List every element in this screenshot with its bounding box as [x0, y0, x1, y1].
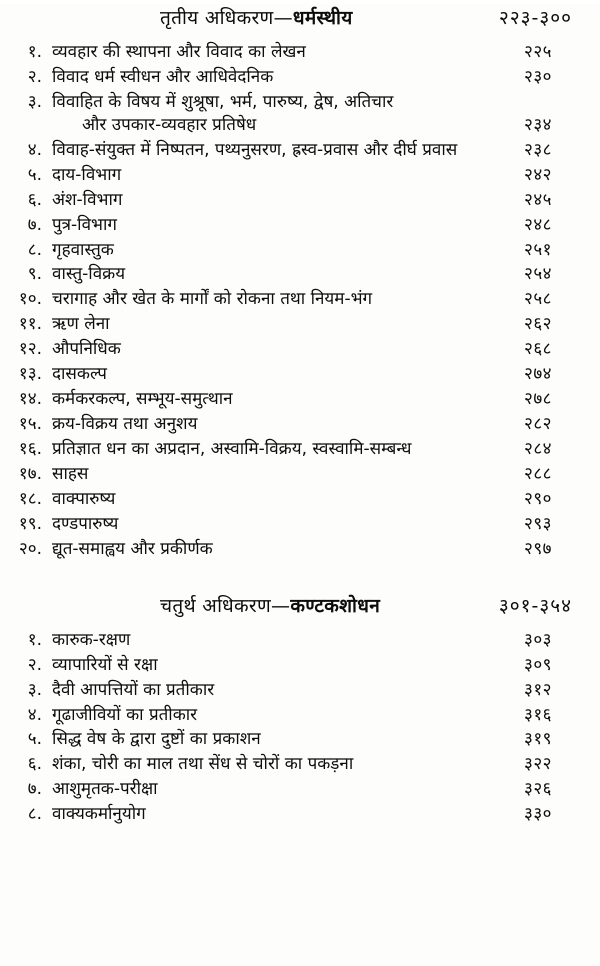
toc-entry-title: [52, 513, 524, 536]
toc-entry[interactable]: [0, 337, 600, 362]
toc-entry[interactable]: [0, 238, 600, 263]
toc-entry-page-number: २५१: [524, 239, 553, 260]
toc-entry-page-number: ३०३: [524, 629, 553, 650]
toc-entry-number: २०.: [18, 538, 42, 559]
toc-entry-number: ३.: [27, 91, 42, 112]
toc-entry-number: ११.: [18, 314, 42, 335]
toc-entry-page-number: २२५: [524, 42, 553, 62]
toc-entry-title: [52, 753, 524, 776]
toc-entry-title-line1: विवाह-संयुक्त में निष्पतन, पथ्यनुसरण, ह्रस्व-प्रवास और दीर्घ प्रवास: [52, 139, 458, 160]
toc-entry-number: ५.: [27, 729, 42, 750]
toc-entry-title-line1: दण्डपारुष्य: [52, 513, 119, 534]
toc-entry-number: ४.: [27, 704, 42, 725]
toc-entry-page-number: ३२२: [524, 754, 553, 775]
toc-entry[interactable]: [0, 188, 600, 213]
toc-entry-number: ५.: [27, 164, 42, 185]
toc-entry-title-line1: चरागाह और खेत के मार्गों को रोकना तथा नियम-भंग: [52, 289, 373, 310]
toc-entry-title-line1: दासकल्प: [52, 364, 107, 385]
toc-entry-page-number: २८२: [524, 414, 553, 435]
toc-entry-title: [52, 413, 524, 436]
toc-entry-title: [52, 41, 524, 64]
toc-entry-title: [52, 239, 524, 262]
toc-entry[interactable]: [0, 90, 600, 138]
toc-entry[interactable]: [0, 262, 600, 287]
toc-entry-title: [52, 438, 524, 461]
toc-entry-title-line1: गृहवास्तुक: [52, 239, 114, 260]
section-heading-2-left: चतुर्थ अधिकरण—: [160, 594, 291, 617]
toc-entry-number: ८.: [27, 239, 42, 260]
toc-entry[interactable]: [0, 163, 600, 188]
section-2-entries: [0, 628, 600, 828]
section-1-entries: [0, 40, 600, 562]
toc-entry-title-line1: पुत्र-विभाग: [52, 214, 117, 235]
toc-entry-number: १२.: [18, 339, 42, 360]
toc-entry[interactable]: [0, 437, 600, 462]
toc-entry-title-line1: शंका, चोरी का माल तथा सेंध से चोरों का पकड़ना: [52, 754, 354, 775]
toc-entry-page-number: २५८: [524, 289, 553, 310]
toc-entry[interactable]: [0, 387, 600, 412]
toc-entry-title-line1: व्यवहार की स्थापना और विवाद का लेखन: [52, 42, 306, 62]
toc-entry-page-number: २५४: [524, 264, 553, 285]
toc-entry-title-line1: वाक्पारुष्य: [52, 488, 116, 509]
toc-entry[interactable]: [0, 65, 600, 90]
toc-entry-number: ९.: [27, 264, 42, 285]
toc-entry-page-number: २७४: [524, 364, 553, 385]
toc-entry-number: १८.: [18, 488, 42, 509]
toc-entry-title-line1: वास्तु-विक्रय: [52, 264, 126, 285]
toc-entry-title: [52, 66, 524, 89]
toc-entry[interactable]: [0, 287, 600, 312]
toc-entry-title: [52, 728, 524, 751]
toc-entry[interactable]: [0, 312, 600, 337]
section-heading-1-left: तृतीय अधिकरण—: [160, 7, 293, 29]
toc-entry-title-line1: औपनिधिक: [52, 339, 121, 360]
toc-entry-title: [52, 538, 524, 561]
toc-entry-page-number: २३८: [524, 139, 553, 160]
toc-entry-title: [52, 778, 524, 801]
toc-entry-title-line1: दाय-विभाग: [52, 164, 122, 185]
toc-entry-page-number: २४५: [524, 189, 553, 210]
toc-entry-title-line1: विवाद धर्म स्वीधन और आधिवेदनिक: [52, 66, 274, 87]
toc-entry[interactable]: [0, 362, 600, 387]
toc-entry-page-number: ३१९: [524, 729, 553, 750]
toc-entry[interactable]: [0, 412, 600, 437]
toc-entry-page-number: २८८: [524, 463, 553, 484]
toc-entry-page-number: २४८: [524, 214, 553, 235]
toc-entry-page-number: ३०९: [524, 654, 553, 675]
toc-entry-number: ७.: [27, 214, 42, 235]
toc-entry-number: १७.: [18, 463, 42, 484]
toc-entry-number: १३.: [18, 364, 42, 385]
toc-entry[interactable]: [0, 138, 600, 163]
toc-entry-page-number: २६२: [524, 314, 553, 335]
toc-entry-number: २.: [27, 66, 42, 87]
toc-entry-page-number: २९०: [524, 488, 553, 509]
toc-entry-number: ६.: [27, 754, 42, 775]
toc-entry-title-line1: वाक्यकर्मानुयोग: [52, 804, 146, 825]
toc-entry[interactable]: [0, 802, 600, 827]
toc-entry-title: [52, 679, 524, 702]
toc-entry-title: [52, 463, 524, 486]
toc-entry-title: [52, 488, 524, 511]
toc-entry-title: [52, 288, 524, 311]
toc-entry[interactable]: [0, 213, 600, 238]
toc-entry-page-number: २३०: [524, 66, 553, 87]
toc-entry-title: [52, 629, 524, 652]
section-heading-1-title: धर्मस्थीय: [292, 7, 353, 29]
section-heading-2-pages: ३०१-३५४: [498, 594, 572, 617]
toc-entry[interactable]: [0, 777, 600, 802]
toc-entry-page-number: २९७: [524, 538, 553, 559]
toc-entry-title: [52, 189, 524, 212]
toc-entry-title-line1: गूढाजीवियों का प्रतीकार: [52, 704, 198, 725]
toc-entry-number: १५.: [18, 414, 42, 435]
toc-entry-number: १४.: [18, 389, 42, 410]
toc-entry-title: [52, 214, 524, 237]
toc-entry-number: १९.: [18, 513, 42, 534]
toc-entry[interactable]: [0, 653, 600, 678]
toc-entry-title: [52, 654, 524, 677]
toc-entry-title-line1: क्रय-विक्रय तथा अनुशय: [52, 414, 198, 435]
toc-entry-number: ७.: [27, 779, 42, 800]
toc-entry-title-line1: आशुमृतक-परीक्षा: [52, 779, 158, 800]
contents-page: [0, 4, 600, 966]
toc-entry-title: [52, 263, 524, 286]
toc-entry-page-number: २४२: [524, 164, 553, 185]
section-heading-1-pages: २२३-३००: [498, 7, 572, 29]
toc-entry-title-line1: कारुक-रक्षण: [52, 629, 131, 650]
toc-entry-title-line1: प्रतिज्ञात धन का अप्रदान, अस्वामि-विक्रय, स्वस्वामि-सम्बन्ध: [52, 439, 412, 459]
toc-entry[interactable]: [0, 628, 600, 653]
toc-entry[interactable]: [0, 752, 600, 777]
toc-entry[interactable]: [0, 537, 600, 562]
toc-entry-title: [52, 164, 524, 187]
toc-entry-title: [52, 91, 524, 137]
toc-entry-title: [52, 139, 524, 162]
toc-entry-title-line1: अंश-विभाग: [52, 189, 123, 210]
toc-entry-page-number: २८४: [524, 439, 553, 459]
toc-entry-title-line1: सिद्ध वेष के द्वारा दुष्टों का प्रकाशन: [52, 729, 261, 750]
toc-entry-title: [52, 803, 524, 826]
section-heading-2-title: कण्टकशोधन: [290, 594, 381, 617]
toc-entry-page-number: ३२६: [524, 779, 553, 800]
toc-entry-title: [52, 704, 524, 727]
toc-entry-number: १६.: [18, 439, 42, 459]
toc-entry-page-number: २३४: [524, 114, 553, 135]
toc-entry-title-line1: व्यापारियों से रक्षा: [52, 654, 158, 675]
toc-entry-number: १.: [27, 42, 42, 62]
section-heading-2: [0, 592, 600, 618]
toc-entry-number: ६.: [27, 189, 42, 210]
toc-entry-page-number: ३१६: [524, 704, 553, 725]
toc-entry-title-line2: और उपकार-व्यवहार प्रतिषेध: [82, 114, 257, 135]
toc-entry[interactable]: [0, 703, 600, 728]
toc-entry-title: [52, 313, 524, 336]
toc-entry-number: ३.: [27, 679, 42, 700]
toc-entry-title: [52, 388, 524, 411]
toc-entry-page-number: २६८: [524, 339, 553, 360]
toc-entry[interactable]: [0, 727, 600, 752]
toc-entry[interactable]: [0, 462, 600, 487]
toc-entry-page-number: २९३: [524, 513, 553, 534]
toc-entry[interactable]: [0, 678, 600, 703]
toc-entry-title: [52, 363, 524, 386]
toc-entry-page-number: ३३०: [524, 804, 553, 825]
toc-entry-title-line1: कर्मकरकल्प, सम्भूय-समुत्थान: [52, 389, 233, 410]
toc-entry-number: १०.: [18, 289, 42, 310]
toc-entry-title-line1: विवाहित के विषय में शुश्रूषा, भर्म, पारुष्य, द्वेष, अतिचार: [52, 91, 394, 112]
section-heading-1: [0, 4, 600, 30]
toc-entry-title-line1: द्यूत-समाह्वय और प्रकीर्णक: [52, 538, 213, 559]
toc-entry-number: ८.: [27, 804, 42, 825]
toc-entry-title-line1: दैवी आपत्तियों का प्रतीकार: [52, 679, 215, 700]
toc-entry-title-line1: ऋण लेना: [52, 314, 110, 335]
toc-entry-page-number: ३१२: [524, 679, 553, 700]
toc-entry-number: १.: [27, 629, 42, 650]
toc-entry-number: ४.: [27, 139, 42, 160]
toc-entry-page-number: २७८: [524, 389, 553, 410]
toc-entry-number: २.: [27, 654, 42, 675]
toc-entry[interactable]: [0, 512, 600, 537]
toc-entry[interactable]: [0, 487, 600, 512]
toc-entry-title-line1: साहस: [52, 463, 89, 484]
toc-entry-title: [52, 338, 524, 361]
toc-entry[interactable]: [0, 40, 600, 65]
